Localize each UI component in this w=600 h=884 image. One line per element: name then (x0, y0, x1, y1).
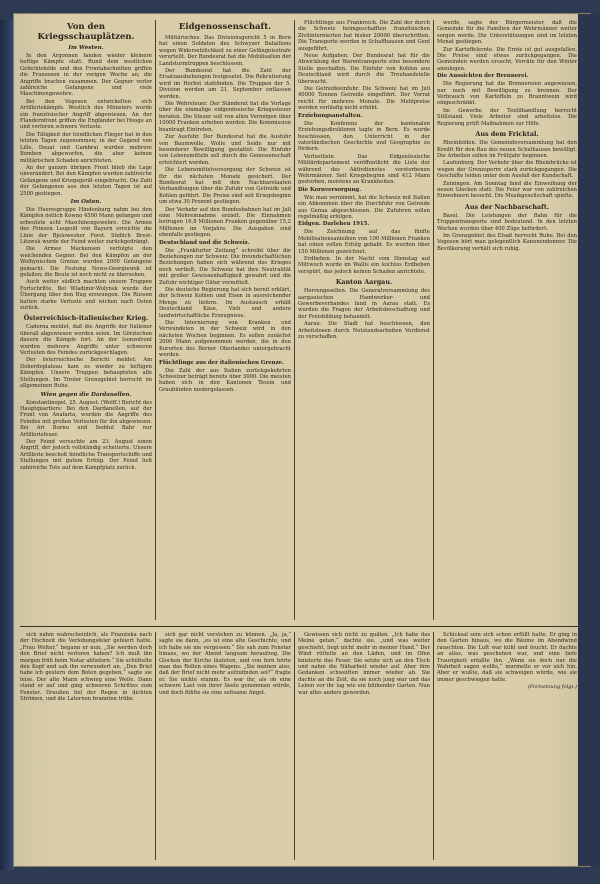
article-paragraph: Die Getreideeinfuhr. Die Schweiz hat im Juli 40000 Tonnen Getreide eingeführt. Der Vorrat reicht für mehrere Monate. Die Mehlpreise werden vorläufig nicht erhöht. (298, 86, 430, 112)
section-heading: Österreichisch-italienischer Krieg. (23, 314, 149, 323)
article-paragraph: Im Grenzgebiet des Elsaß herrscht Ruhe. Bei den Vogesen hört man gelegentlich Kanonendonner. Die Bevölkerung verhält sich ruhig. (437, 232, 577, 252)
article-paragraph: Der Feind versuchte am 23. August einen Angriff, der jedoch vollständig scheiterte. Unsere Artillerie beschoß feindliche Transportschiffe und Stellungen mit gutem Erfolg. Der Feind ließ zahlreiche Tote auf dem Kampfplatz zurück. (20, 438, 152, 471)
section-heading: Flüchtlinge aus der italienischen Grenze. (159, 359, 284, 366)
article-paragraph: Im Gewerbe der Textilhandlung herrscht Stillstand. Viele Arbeiter sind arbeitslos. Die Regierung prüft Maßnahmen zur Hilfe. (437, 107, 577, 127)
article-paragraph: Die Wehrsteuer. Der Ständerat hat die Vorlage über die einmalige eidgenössische Kriegssteuer beraten. Die Steuer soll von allen Vermögen über 10000 Franken erhoben werden. Die Kommission beantragt Eintreten. (159, 101, 291, 133)
article-paragraph: Zeiningen. Am Sonntag fand die Einweihung der neuen Glocken statt. Die Feier war von zahlreichen Einwohnern besucht. Die Musikgesellschaft spielte. (437, 180, 577, 200)
section-heading: Aus der Nachbarschaft. (464, 202, 550, 211)
section-heading: Von den Kriegsschauplätzen. (37, 22, 135, 42)
feuilleton-text: Gewissen sich nicht zu quälen. „Ich habe das Meine getan,“ dachte sie, „und was weiter geschieht, liegt nicht mehr in meiner Hand.“ Der Wind rüttelte an den Läden, und im Ofen knisterte das Feuer. Sie setzte sich an den Tisch und nahm die Näharbeit wieder auf. Aber ihre Gedanken schweiften immer wieder ab. Sie dachte an die Zeit, da sie noch jung war und das Leben vor ihr lag wie ein blühender Garten. Nun war alles anders geworden. (298, 632, 430, 696)
article-paragraph: Neue Aufgaben. Der Bundesrat hat für die Abwicklung der Warentransporte eine besondere Stelle geschaffen. Die Einfuhr von Kohlen aus Deutschland wird durch die Treuhandstelle überwacht. (298, 53, 430, 85)
article-paragraph: Konstantinopel, 25. August. (Wolff.) Bericht des Hauptquartiers: Bei den Dardanellen, auf der Front von Anafarta, wurden die Angriffe des Feindes mit großen Verlusten für ihn abgewiesen. Bei Ari Burnu und Seddul Bahr nur Artilleriefeuer. (20, 399, 152, 438)
article-paragraph: Die Konferenz der kantonalen Erziehungsdirektoren tagte in Bern. Es wurde beschlossen, den Unterricht in der vaterländischen Geschichte und Geographie zu fördern. (298, 120, 430, 153)
section-heading: Im Osten. (70, 198, 102, 205)
section-heading: Die Kornversorgung. (298, 186, 362, 193)
article-paragraph: Der Verkehr auf den Bundesbahnen hat im Juli eine Mehreinnahme erzielt. Die Einnahmen betrugen 16,8 Millionen Franken gegenüber 15,2 Millionen im Vorjahre. Die Ausgaben sind ebenfalls gestiegen. (159, 206, 291, 239)
column-1 (20, 20, 152, 620)
article-paragraph: Auch weiter südlich machten unsere Truppen Fortschritte. Bei Wladimir-Wolynsk wurde der Übergang über den Bug erzwungen. Die Russen hatten starke Verluste und wichen nach Osten zurück. (20, 279, 152, 312)
section-heading: Im Westen. (68, 45, 104, 51)
feuilleton-column-1 (20, 632, 152, 860)
article-paragraph: Die „Frankfurter Zeitung“ schreibt über die Beziehungen zur Schweiz: Die freundschaftlichen Beziehungen haben sich während des Krieges noch vertieft. Die Schweiz hat ihre Neutralität mit großer Gewissenhaftigkeit gewahrt und die Zufuhr wichtiger Güter vermittelt. (159, 247, 291, 286)
section-heading: Aus dem Fricktal. (475, 130, 539, 139)
section-heading: Kanton Aargau. (335, 278, 393, 287)
article-paragraph: Der österreichische Bericht meldet: Am Doberdoplateau kam es wieder zu heftigen Kämpfen. Unsere Truppen behaupteten alle Stellungen. Im Tiroler Grenzgebiet herrscht im allgemeinen Ruhe. (20, 357, 152, 390)
article-paragraph: Die Zahl der aus Italien zurückgekehrten Schweizer beträgt bereits über 3000. Die meisten haben sich in den Kantonen Tessin und Graubünden niedergelassen. (159, 367, 291, 393)
article-paragraph: Die Regierung hat die Brennereien angewiesen, nur noch mit Bewilligung zu brennen. Der Verbrauch von Kartoffeln zu Branntwein wird eingeschränkt. (437, 81, 577, 107)
article-paragraph: Die Lebensmittelversorgung der Schweiz ist für die nächsten Monate gesichert. Der Bundesrat hat mit den Nachbarstaaten Verhandlungen über die Zufuhr von Getreide und Kohlen geführt. Die Preise sind seit Kriegsbeginn um etwa 30 Prozent gestiegen. (159, 167, 291, 206)
article-paragraph: Zur Kartoffelernte. Die Ernte ist gut ausgefallen. Die Preise sind etwas zurückgegangen. Die Gemeinden werden ersucht, Vorräte für den Winter anzulegen. (437, 46, 577, 72)
article-paragraph: Basel. Die Leistungen der Bahn für die Truppentransporte sind bedeutend. In den letzten Wochen wurden über 400 Züge befördert. (437, 212, 577, 232)
column-2 (159, 20, 291, 620)
feuilleton-column-2 (159, 632, 291, 860)
article-paragraph: Die deutsche Regierung hat sich bereit erklärt, der Schweiz Kohlen und Eisen in ausreichender Menge zu liefern. Im Austausch erhält Deutschland Käse, Vieh und andere landwirtschaftliche Erzeugnisse. (159, 287, 291, 319)
book-edge (578, 14, 600, 866)
article-paragraph: Cadorna meldet, daß die Angriffe der Italiener überall abgewiesen worden seien. Im Görzischen dauern die Kämpfe fort. An der Isonzofront wurden mehrere Angriffe unter schweren Verlusten des Feindes zurückgeschlagen. (20, 324, 152, 357)
article-paragraph: Erdbeben. In der Nacht vom Dienstag auf Mittwoch wurde im Wallis ein leichtes Erdbeben verspürt, das jedoch keinen Schaden anrichtete. (298, 256, 430, 275)
feuilleton-text: sich nahm wahrscheinlich, als Franziska nach der Hochzeit die Verlobungsfeier gefeiert hatte. „Frau Wolter,“ begann er nun, „Sie werden doch den Brief nicht verloren haben? Ich muß ihn morgen früh beim Notar abliefern.“ Sie schüttelte den Kopf und sah ihn verwundert an. „Den Brief habe ich gestern dem Boten gegeben,“ sagte sie leise. Der alte Mann schwieg eine Weile. Dann stand er auf und ging schweren Schrittes zum Fenster. Draußen fiel der Regen in dichten Strömen, und die Laternen brannten trübe. (20, 632, 152, 703)
article-paragraph: Rheinfelden. Die Gemeindeversammlung hat den Kredit für den Bau des neuen Schulhauses bewilligt. Die Arbeiten sollen im Frühjahr beginnen. (437, 140, 577, 159)
section-heading: Wien gegen die Dardanellen. (40, 391, 132, 398)
feuilleton-rule (20, 626, 578, 627)
article-paragraph: Laufenburg. Der Verkehr über die Rheinbrücke ist wegen der Grenzsperre stark zurückgegangen. Die Geschäfte leiden unter dem Ausfall der Kundschaft. (437, 160, 577, 180)
continuation-note: (Fortsetzung folgt.) (527, 684, 577, 691)
article-paragraph: Die Internierung von Kranken und Verwundeten in der Schweiz wird in den nächsten Wochen beginnen. Es sollen zunächst 2000 Mann aufgenommen werden, die in den Kurorten des Berner Oberlandes untergebracht werden. (159, 320, 291, 359)
column-4 (437, 20, 577, 620)
feuilleton-column-3 (298, 632, 430, 860)
section-heading: Deutschland und die Schweiz. (159, 239, 250, 246)
feuilleton-text: Schicksal sein sich schon erfüllt hatte. Er ging in den Garten hinaus, wo die Bäume im Abendwind rauschten. Die Luft war kühl und feucht. Er dachte an alles, was geschehen war, und eine tiefe Traurigkeit erfaßte ihn. „Wenn sie doch nur die Wahrheit sagen wollte,“ murmelte er vor sich hin. Aber er wußte, daß sie schweigen würde, wie sie immer geschwiegen hatte. (437, 632, 577, 683)
article-paragraph: Die Heeresgruppe Hindenburg nahm bei den Kämpfen östlich Kowno 4500 Mann gefangen und erbeutete acht Maschinengewehre. Die Armee des Prinzen Leopold von Bayern erreichte die Linie der Bjelowesher Forst. Südlich Brest-Litowsk wurde der Feind weiter zurückgedrängt. (20, 206, 152, 245)
newspaper-page (14, 14, 590, 866)
feuilleton-text: sich gar nicht verstehen zu können. „Ja, ja,“ sagte sie dann, „es ist eine alte Geschichte, und ich habe sie nie vergessen.“ Sie sah zum Fenster hinaus, wo der Abend langsam heraufzog. Die Glocken der Kirche läuteten, und von fern hörte man das Rollen eines Wagens. „Sie meinen also, daß der Brief nicht mehr aufzufinden sei?“ fragte er. Sie nickte stumm. Es war ihr, als ob eine schwere Last von ihrer Seele genommen würde, und doch fühlte sie eine seltsame Angst. (159, 632, 291, 696)
article-paragraph: In den Argonnen fanden wieder kleinere heftige Kämpfe statt. Rund dem westlichen Gefechtsfelde und den Frontabschnitten griffen die Franzosen in der vorigen Woche an; die Angriffe brachen zusammen. Der Gegner verlor zahlreiche Gefangene und viele Maschinengewehre. (20, 53, 152, 98)
article-paragraph: Verlustliste. Das Eidgenössische Militärdepartement veröffentlicht die Liste der während des Aktivdienstes verstorbenen Wehrmänner. Seit Kriegsbeginn sind 412 Mann gestorben, meistens an Krankheiten. (298, 153, 430, 186)
article-paragraph: An der ganzen übrigen Front blieb die Lage unverändert. Bei den Kämpfen wurden zahlreiche Gefangene und Kriegsgerät eingebracht. Die Zahl der Gefangenen aus den letzten Tagen ist auf 2500 gestiegen. (20, 164, 152, 197)
section-heading: Die Aussichten der Brennerei. (437, 73, 529, 80)
article-paragraph: Flüchtlinge aus Frankreich. Die Zahl der durch die Schweiz heimgeschafften französischen Zivilinternierten hat bisher 20000 überschritten. Die Transporte werden in Schaffhausen und Genf ausgeführt. (298, 20, 430, 52)
section-heading: Eidgenossenschaft. (178, 22, 272, 32)
section-heading: Erziehungsanstalten. (298, 112, 363, 119)
article-paragraph: Zur Ausfuhr. Der Bundesrat hat die Ausfuhr von Baumwolle, Wolle und Seide nur mit besonderer Bewilligung gestattet. Die Einfuhr von Lebensmitteln soll durch die Genossenschaft erleichtert werden. (159, 134, 291, 166)
article-paragraph: Die Zeichnung auf das fünfte Mobilisationsanleihen von 100 Millionen Franken hat einen vollen Erfolg gehabt. Es wurden über 150 Millionen gezeichnet. (298, 229, 430, 255)
book-spine (0, 20, 14, 870)
feuilleton-column-4 (437, 632, 577, 860)
article-paragraph: Wie man vernimmt, hat die Schweiz mit Italien ein Abkommen über die Durchfuhr von Getreide aus Genua abgeschlossen. Die Zufuhren sollen regelmäßig erfolgen. (298, 194, 430, 220)
article-paragraph: werde, sagte der Bürgermeister, daß die Gemeinde für die Familien der Wehrmänner weiter sorgen werde. Die Unterstützungen sind im letzten Monat gestiegen. (437, 20, 577, 46)
column-3 (298, 20, 430, 620)
article-paragraph: Die Armee Mackensen verfolgte den weichenden Gegner. Bei den Kämpfen an der Wolhynischen Grenze wurden 2000 Gefangene gemacht. Die Festung Nowo-Georgiewsk ist gefallen; die Beute ist noch nicht zu übersehen. (20, 246, 152, 278)
article-paragraph: Aarau. Die Stadt hat beschlossen, den Arbeitslosen durch Notstandsarbeiten Verdienst zu verschaffen. (298, 321, 430, 341)
article-paragraph: Die Tätigkeit der feindlichen Flieger hat in den letzten Tagen zugenommen; in der Gegend von Lille, Douai und Cambrai wurden mehrere Bomben abgeworfen, die aber keinen militärischen Schaden anrichteten. (20, 131, 152, 164)
article-paragraph: Militärisches. Das Divisionsgericht 5 in Bern hat einen Soldaten des Schwyzer Bataillons wegen Widersetzlichkeit zu einer Gefängnisstrafe verurteilt. Der Bundesrat hat die Mobilisation der Landsturmtruppen beschlossen. (159, 35, 291, 67)
article-paragraph: Der Bundesrat hat die Zahl der Ersatzaushebungen festgesetzt. Die Rekrutierung wird im Herbst stattfinden. Die Truppen der 5. Division werden am 21. September entlassen werden. (159, 68, 291, 100)
article-paragraph: Bei den Vogesen entwickelten sich Artilleriekämpfe. Westlich des Münsters wurde ein französischer Angriff abgewiesen. An der Flandernfront griffen die Engländer bei Hooge an und verloren schwere Verluste. (20, 98, 152, 131)
section-heading: Eidgen. Darlehen 1915. (298, 221, 370, 228)
article-paragraph: Herrengesellen. Die Generalversammlung des aargauischen Handwerker- und Gewerbeverbandes fand in Aarau statt. Es wurden die Fragen der Arbeitsbeschaffung und der Preisbildung behandelt. (298, 288, 430, 320)
